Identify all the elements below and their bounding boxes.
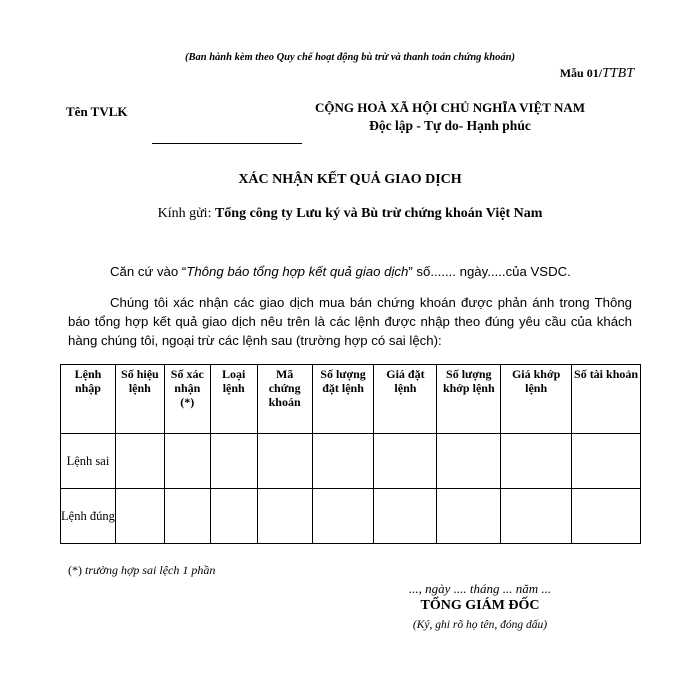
row-label-wrong-order: Lệnh sai (61, 434, 116, 489)
recipient-prefix: Kính gửi: (157, 206, 215, 221)
table-cell (115, 434, 164, 489)
table-cell (501, 489, 572, 544)
row-label-correct-order: Lệnh đúng (61, 489, 116, 544)
column-header: Giá đặt lệnh (374, 365, 437, 434)
table-cell (257, 489, 312, 544)
column-header: Lệnh nhập (61, 365, 116, 434)
signatory-title: TỔNG GIÁM ĐỐC (420, 598, 540, 613)
table-cell (501, 434, 572, 489)
table-cell (164, 434, 210, 489)
basis-suffix: ” số....... ngày.....của VSDC. (408, 264, 571, 279)
basis-prefix: Căn cứ vào “ (110, 264, 187, 279)
footnote-text: trường hợp sai lệch 1 phần (85, 563, 216, 577)
column-header: Số tài khoản (572, 365, 641, 434)
nation-name: CỘNG HOÀ XÃ HỘI CHỦ NGHĨA VIỆT NAM (314, 100, 586, 115)
footnote-marker: (*) (68, 563, 85, 577)
table-cell (312, 489, 374, 544)
recipient-line (0, 206, 700, 222)
national-motto: Độc lập - Tự do- Hạnh phúc (369, 118, 531, 133)
table-cell (572, 489, 641, 544)
signature-instruction: (Ký, ghi rõ họ tên, đóng dấu) (412, 619, 548, 631)
column-header: Loại lệnh (210, 365, 257, 434)
table-cell (257, 434, 312, 489)
basis-paragraph (68, 262, 632, 281)
recipient-name: Tổng công ty Lưu ký và Bù trừ chứng khoán Việt Nam (214, 206, 543, 221)
table-header-row (61, 365, 641, 434)
column-header: Số hiệu lệnh (115, 365, 164, 434)
column-header: Số xác nhận (*) (164, 365, 210, 434)
table-cell (312, 434, 374, 489)
table-cell (115, 489, 164, 544)
regulation-note: (Ban hành kèm theo Quy chế hoạt động bù trừ và thanh toán chứng khoán) (185, 52, 515, 63)
document-title: XÁC NHẬN KẾT QUẢ GIAO DỊCH (238, 172, 462, 187)
order-discrepancy-table (60, 364, 641, 544)
table-cell (437, 434, 501, 489)
table-cell (572, 434, 641, 489)
column-header: Giá khớp lệnh (501, 365, 572, 434)
basis-document: Thông báo tổng hợp kết quả giao dịch (186, 264, 409, 279)
table-cell (437, 489, 501, 544)
table-row (61, 434, 641, 489)
signature-date-line: ..., ngày .... tháng ... năm ... (408, 581, 552, 596)
form-code-suffix: TTBT (602, 66, 634, 81)
table-cell (164, 489, 210, 544)
footnote (68, 563, 215, 578)
form-code-prefix: Mẫu 01/ (559, 66, 603, 80)
form-code (560, 66, 634, 82)
sender-label: Tên TVLK (66, 104, 128, 119)
table-row (61, 489, 641, 544)
table-cell (210, 434, 257, 489)
table-cell (210, 489, 257, 544)
confirmation-paragraph: Chúng tôi xác nhận các giao dịch mua bán chứng khoán được phản ánh trong Thông báo tổng hợp kết quả giao dịch nêu trên là các lệnh được nhập theo đúng yêu cầu của khách hàng chúng tôi, ngoại trừ các lệnh sau (trường hợp có sai lệch): (68, 295, 632, 348)
column-header: Mã chứng khoán (257, 365, 312, 434)
column-header: Số lượng khớp lệnh (437, 365, 501, 434)
sender-underline (152, 143, 302, 144)
table-cell (374, 489, 437, 544)
column-header: Số lượng đặt lệnh (312, 365, 374, 434)
table-cell (374, 434, 437, 489)
